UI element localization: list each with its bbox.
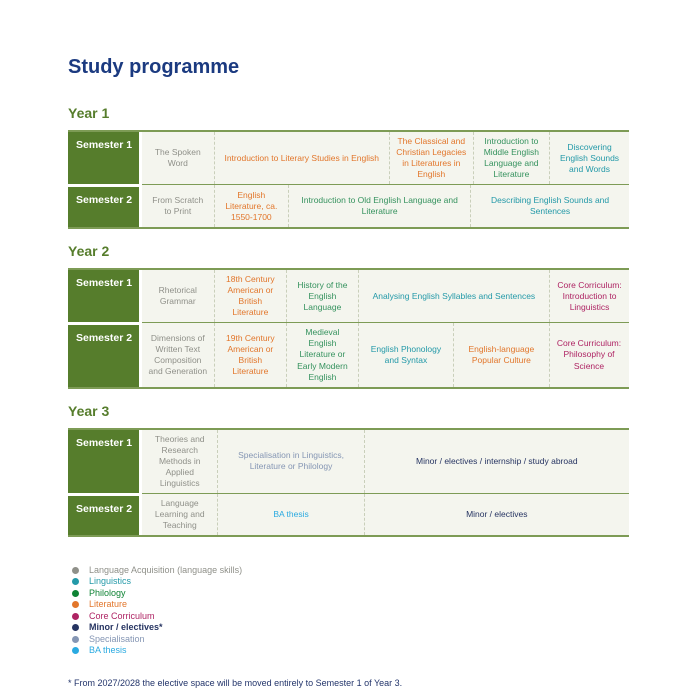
course-cell: Dimensions of Written Text Composition and Generation (148, 332, 208, 377)
course-cell: Introduction to Middle English Language and Literature (473, 132, 549, 184)
legend-item (72, 576, 630, 587)
course-cell: Introduction to Literary Studies in English (214, 132, 389, 184)
course-cell: 19th Century American or British Literature (214, 323, 287, 386)
course-cell: Medieval English Literature or Early Modern English (286, 323, 358, 386)
semester-courses (142, 132, 629, 184)
semester-row (68, 132, 629, 184)
legend-label: Core Corriculum (89, 610, 155, 621)
course-cell: English-language Popular Culture (453, 323, 548, 386)
course-cell: Minor / electives / internship / study abroad (364, 430, 629, 493)
course-cell: From Scratch to Print (152, 195, 204, 217)
course-cell: Minor / electives (364, 494, 629, 535)
semester-label: Semester 2 (68, 322, 142, 386)
legend-label: Philology (89, 587, 126, 598)
legend-dot-icon (72, 636, 79, 643)
legend-dot-icon (72, 578, 79, 585)
semester-label: Semester 2 (68, 184, 142, 227)
legend-dot-icon (72, 647, 79, 654)
legend-label: Language Acquisition (language skills) (89, 564, 243, 575)
page-title: Study programme (68, 56, 240, 78)
semester-row (68, 493, 629, 535)
legend-label: Specialisation (89, 633, 145, 644)
semester-courses (142, 430, 629, 493)
legend-label: Minor / electives* (89, 622, 163, 633)
semester-label: Semester 1 (68, 270, 142, 322)
semester-courses (142, 493, 629, 535)
year-1-table (68, 130, 629, 229)
legend-label: Literature (89, 599, 128, 610)
semester-label: Semester 1 (68, 132, 142, 184)
course-cell: Analysing English Syllables and Sentences (358, 270, 549, 322)
course-cell: Introduction to Old English Language and Literature (288, 185, 470, 227)
semester-row (68, 270, 629, 322)
legend-item (72, 611, 630, 622)
semester-label: Semester 1 (68, 430, 142, 493)
legend-label: Linguistics (89, 576, 132, 587)
semester-row (68, 430, 629, 493)
semester-courses (142, 270, 629, 322)
legend-dot-icon (72, 601, 79, 608)
course-cell: 18th Century American or British Literature (214, 270, 287, 322)
legend-item (72, 622, 630, 633)
legend-dot-icon (72, 624, 79, 631)
course-cell: English Phonology and Syntax (358, 323, 453, 386)
course-cell: The Spoken Word (154, 147, 201, 169)
semester-label: Semester 2 (68, 493, 142, 535)
course-cell: The Classical and Christian Legacies in Literatures in English (389, 132, 473, 184)
year-2-heading: Year 2 (68, 243, 110, 260)
course-cell: English Literature, ca. 1550-1700 (214, 185, 289, 227)
year-1-heading: Year 1 (68, 105, 110, 121)
year-3-heading: Year 3 (68, 402, 110, 419)
semester-row (68, 322, 629, 386)
legend-label: BA thesis (89, 645, 127, 656)
semester-courses (142, 184, 629, 227)
legend-item (72, 634, 630, 645)
course-cell: Rhetorical Grammar (158, 285, 197, 307)
legend-item (72, 645, 630, 656)
footnote: * From 2027/2028 the elective space will be moved entirely to Semester 1 of Year 3. (68, 677, 403, 688)
legend-item (72, 588, 630, 599)
course-cell: BA thesis (217, 494, 363, 535)
course-cell: Specialisation in Linguistics, Literature or Philology (217, 430, 363, 493)
legend-item (72, 565, 630, 576)
semester-row (68, 184, 629, 227)
course-cell: History of the English Language (286, 270, 358, 322)
legend-dot-icon (72, 613, 79, 620)
course-cell: Core Curriculum: Philosophy of Science (549, 323, 629, 386)
course-cell: Theories and Research Methods in Applied Linguistics (154, 433, 205, 488)
year-2-table (68, 268, 629, 388)
semester-courses (142, 322, 629, 386)
legend-dot-icon (72, 567, 79, 574)
legend-dot-icon (72, 590, 79, 597)
year-3-table (68, 428, 629, 537)
legend-item (72, 599, 630, 610)
course-cell: Language Learning and Teaching (154, 497, 205, 530)
legend (68, 565, 630, 656)
course-cell: Discovering English Sounds and Words (549, 132, 629, 184)
course-cell: Core Corriculum: Introduction to Linguistics (549, 270, 629, 322)
course-cell: Describing English Sounds and Sentences (470, 185, 629, 227)
